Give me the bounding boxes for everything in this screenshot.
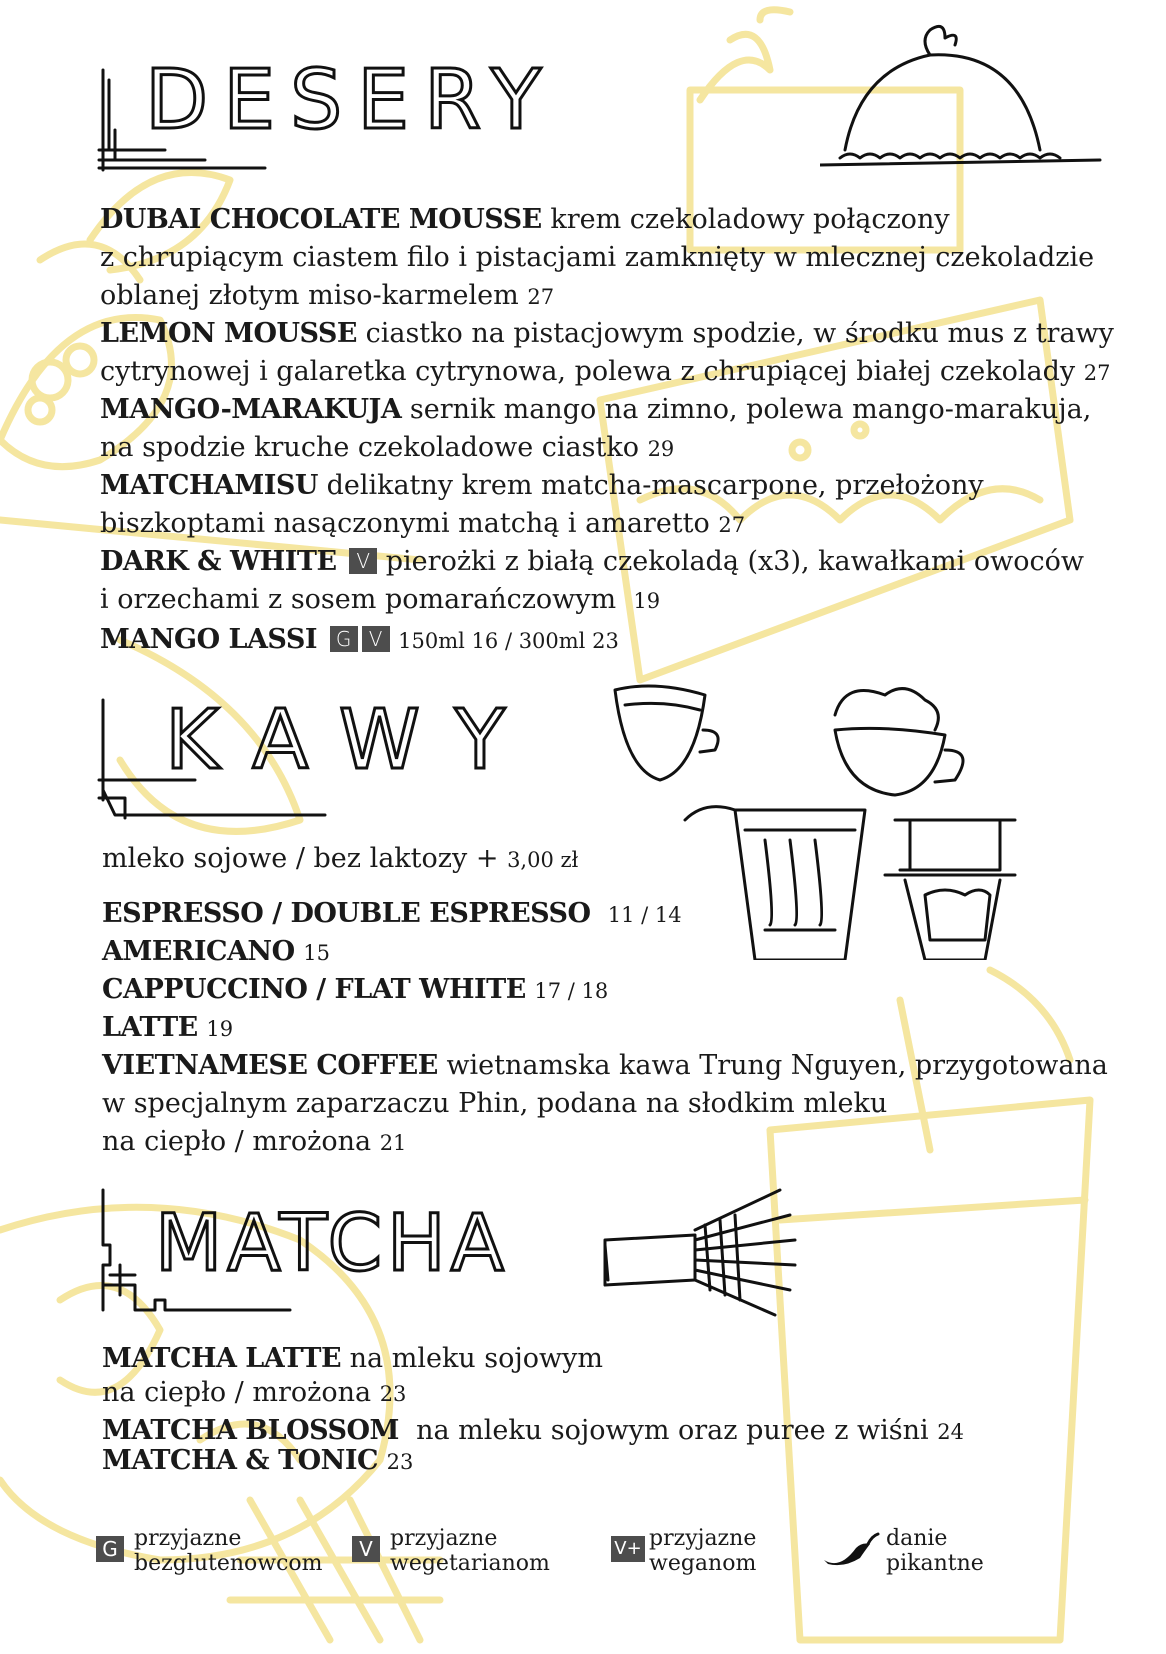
item-name: VIETNAMESE COFFEE — [102, 1050, 438, 1081]
item-name: MATCHA BLOSSOM — [102, 1415, 399, 1446]
item-name: DUBAI CHOCOLATE MOUSSE — [100, 204, 542, 235]
price: 21 — [379, 1131, 407, 1155]
item-name: MANGO LASSI — [100, 624, 317, 655]
item-name: CAPPUCCINO / FLAT WHITE — [102, 974, 526, 1005]
legend-vegetarian: V przyjazne wegetarianom — [348, 1526, 550, 1576]
matcha-item-3 — [102, 1442, 413, 1481]
item-name: ESPRESSO / DOUBLE ESPRESSO — [102, 898, 591, 929]
kawy-item-5-desc: w specjalnym zaparzaczu Phin, podana na słodkim mleku — [102, 1088, 888, 1119]
kawy-title: KAWY — [165, 693, 515, 788]
kawy-item-3 — [102, 971, 608, 1010]
price: 19 — [206, 1017, 234, 1041]
desery-item-1-desc: z chrupiącym ciastem filo i pistacjami zamknięty w mlecznej czekoladzie — [100, 242, 1095, 273]
item-name: LATTE — [102, 1012, 198, 1043]
desery-item-2: LEMON MOUSSE ciastko na pistacjowym spodzie, w środku mus z trawy — [100, 318, 1114, 349]
item-name: AMERICANO — [102, 936, 295, 967]
matcha-item-2: MATCHA BLOSSOM na mleku sojowym oraz puree z wiśni 24 — [102, 1415, 964, 1446]
matcha-whisk-icon — [600, 1185, 800, 1325]
kawy-item-4 — [102, 1009, 233, 1048]
heading-matcha — [95, 1185, 535, 1315]
item-name: LEMON MOUSSE — [100, 318, 357, 349]
desery-item-3: MANGO-MARAKUJA sernik mango na zimno, polewa mango-marakuja, — [100, 394, 1092, 425]
price: 27 — [718, 513, 746, 537]
desery-item-4-desc: biszkoptami nasączonymi matchą i amaretto 27 — [100, 508, 746, 539]
desery-item-2-desc: cytrynowej i galaretka cytrynowa, polewa z chrupiącej białej czekolady 27 — [100, 356, 1111, 387]
item-name: MATCHA & TONIC — [102, 1445, 378, 1476]
price: 24 — [937, 1420, 964, 1444]
gluten-free-badge: G — [96, 1536, 124, 1562]
price: 23 — [386, 1450, 414, 1474]
kawy-milk-note: mleko sojowe / bez laktozy + 3,00 zł — [102, 843, 579, 874]
desery-item-1: DUBAI CHOCOLATE MOUSSE krem czekoladowy połączony — [100, 204, 950, 235]
kawy-item-5-desc-end: na ciepło / mrożona 21 — [102, 1126, 407, 1157]
price: 27 — [527, 285, 555, 309]
chili-pepper-icon — [820, 1530, 882, 1570]
price: 19 — [633, 589, 661, 613]
item-name: DARK & WHITE — [100, 546, 337, 577]
price: 11 / 14 — [607, 903, 682, 927]
vegan-badge: V+ — [611, 1536, 645, 1562]
matcha-title: MATCHA — [155, 1199, 510, 1289]
kawy-item-5: VIETNAMESE COFFEE wietnamska kawa Trung Nguyen, przygotowana — [102, 1050, 1108, 1081]
price: 17 / 18 — [534, 979, 609, 1003]
heading-desery — [95, 60, 565, 180]
desery-item-5-desc: i orzechami z sosem pomarańczowym 19 — [100, 584, 661, 615]
desery-item-1-desc-end: oblanej złotym miso-karmelem 27 — [100, 280, 555, 311]
cloche-icon — [820, 10, 1120, 180]
price: 29 — [647, 437, 675, 461]
kawy-item-1 — [102, 895, 682, 934]
vegetarian-badge: V — [352, 1536, 380, 1562]
vegetarian-badge: V — [349, 548, 377, 574]
matcha-item-1-desc: na ciepło / mrożona 23 — [102, 1377, 407, 1408]
price: 150ml 16 / 300ml 23 — [398, 629, 619, 653]
heading-kawy — [95, 690, 535, 820]
price: 15 — [303, 941, 330, 965]
price: 27 — [1083, 361, 1111, 385]
item-name: MANGO-MARAKUJA — [100, 394, 402, 425]
desery-item-5: DARK & WHITE V pierożki z białą czekoladą (x3), kawałkami owoców — [100, 546, 1084, 577]
price: 23 — [379, 1382, 407, 1406]
desery-item-3-desc: na spodzie kruche czekoladowe ciastko 29 — [100, 432, 675, 463]
legend-gluten-free: G przyjazne bezglutenowcom — [92, 1526, 323, 1576]
matcha-item-1: MATCHA LATTE na mleku sojowym — [102, 1343, 603, 1374]
desery-title: DESERY — [145, 60, 545, 148]
kawy-item-2 — [102, 933, 330, 972]
legend-spicy: danie pikantne — [820, 1526, 984, 1576]
vegetarian-badge: V — [362, 626, 390, 652]
item-name: MATCHA LATTE — [102, 1343, 342, 1374]
desery-item-4: MATCHAMISU delikatny krem matcha-mascarpone, przełożony — [100, 470, 984, 501]
item-name: MATCHAMISU — [100, 470, 318, 501]
desery-item-6 — [100, 621, 619, 660]
gluten-free-badge: G — [330, 626, 358, 652]
legend-vegan: V+ przyjazne weganom — [607, 1526, 756, 1576]
